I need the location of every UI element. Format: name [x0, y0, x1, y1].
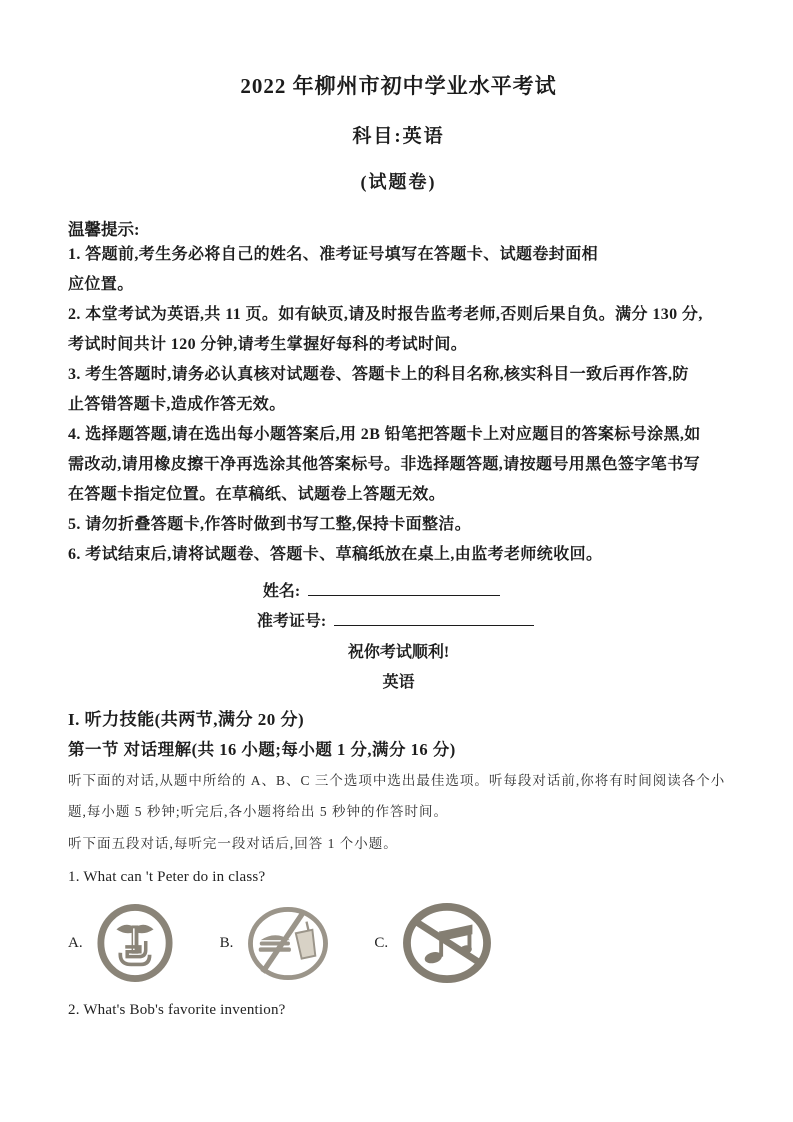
notice-line: 2. 本堂考试为英语,共 11 页。如有缺页,请及时报告监考老师,否则后果自负。满分 130 分,: [68, 306, 703, 323]
name-row: [68, 577, 729, 607]
page-title: 2022 年柳州市初中学业水平考试: [240, 74, 557, 98]
exam-no-row: [68, 607, 729, 637]
no-eating-sign-icon: [246, 905, 330, 982]
option-a: [68, 903, 174, 983]
option-b: [220, 905, 331, 982]
option-c-label: C.: [374, 934, 389, 951]
name-blank-line: [308, 578, 500, 596]
option-c: [374, 901, 493, 985]
notice-line: 考试时间共计 120 分钟,请考生掌握好每科的考试时间。: [68, 336, 468, 353]
notice-line: 应位置。: [68, 276, 134, 293]
no-music-sign-icon: [401, 901, 493, 985]
notice-line: 4. 选择题答题,请在选出每小题答案后,用 2B 铅笔把答题卡上对应题目的答案标号涂黑,如: [68, 426, 701, 443]
option-a-label: A.: [68, 934, 83, 951]
subject-header: 英语: [382, 674, 415, 691]
part-one-title: 第一节 对话理解(共 16 小题;每小题 1 分,满分 16 分): [68, 740, 456, 759]
notice-line: 3. 考生答题时,请务必认真核对试题卷、答题卡上的科目名称,核实科目一致后再作答,防: [68, 366, 689, 383]
notice-line: 在答题卡指定位置。在草稿纸、试题卷上答题无效。: [68, 486, 446, 503]
paper-type-line: (试题卷): [360, 172, 437, 192]
option-b-label: B.: [219, 934, 234, 951]
wish-line: 祝你考试顺利!: [347, 644, 450, 661]
subject-line: 科目:英语: [352, 126, 445, 147]
question-1-text: 1. What can 't Peter do in class?: [68, 869, 266, 885]
exam-no-blank-line: [334, 608, 534, 626]
dialogs-note: 听下面五段对话,每听完一段对话后,回答 1 个小题。: [68, 836, 398, 851]
quiet-sign-icon: [96, 903, 174, 983]
name-label: 姓名:: [262, 583, 301, 600]
instruction-line: 题,每小题 5 秒钟;听完后,各小题将给出 5 秒钟的作答时间。: [68, 804, 449, 819]
notice-line: 6. 考试结束后,请将试题卷、答题卡、草稿纸放在桌上,由监考老师统收回。: [68, 546, 603, 563]
notice-line: 需改动,请用橡皮擦干净再选涂其他答案标号。非选择题答题,请按题号用黑色签字笔书写: [68, 456, 701, 473]
exam-no-label: 准考证号:: [256, 613, 327, 630]
notice-line: 止答错答题卡,造成作答无效。: [68, 396, 286, 413]
listening-section-title: I. 听力技能(共两节,满分 20 分): [68, 710, 305, 729]
question-2-text: 2. What's Bob's favorite invention?: [68, 1002, 286, 1018]
notice-line: 1. 答题前,考生务必将自己的姓名、准考证号填写在答题卡、试题卷封面相: [68, 246, 599, 263]
instruction-line: 听下面的对话,从题中所给的 A、B、C 三个选项中选出最佳选项。听每段对话前,你将有时间阅读各个小: [68, 773, 726, 788]
notice-heading: 温馨提示:: [68, 220, 140, 239]
notice-line: 5. 请勿折叠答题卡,作答时做到书写工整,保持卡面整洁。: [68, 516, 472, 533]
question-1-options: [68, 900, 729, 986]
